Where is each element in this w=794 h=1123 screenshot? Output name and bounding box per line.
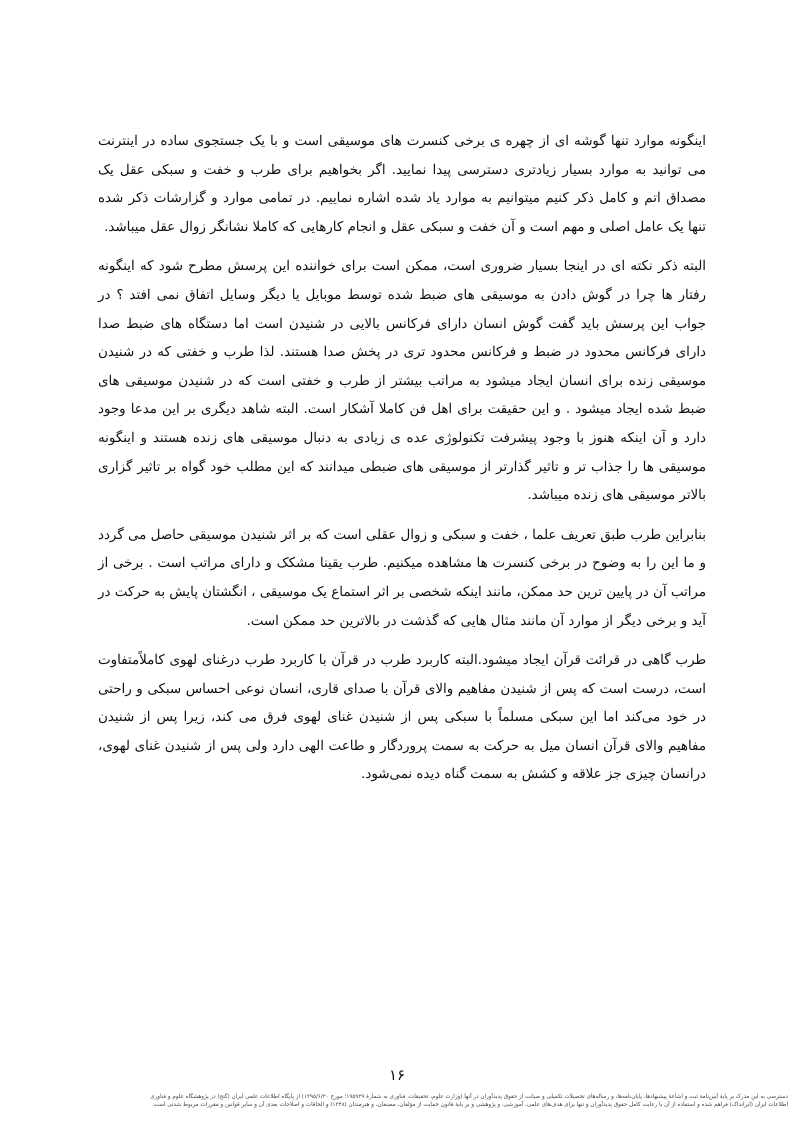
- paragraph-4: طرب گاهی در قرائت قرآن ایجاد میشود.البته کاربرد طرب در قرآن با کاربرد طرب درغنای لهوی کاملاًمتفاوت است، درست است که پس از شنیدن مفاهیم والای قرآن با صدای قاری، انسان نوعی احساس سبکی و راحتی در خود می‌کند اما این سبکی مسلماً با سبکی پس از شنیدن غنای لهوی فرق می کند، زیرا پس از شنیدن مفاهیم والای قرآن انسان میل به حرکت به سمت پروردگار و طاعت الهی دارد ولی پس از شنیدن غنای لهوی، درانسان چیزی جز علاقه و کشش به سمت گناه دیده نمی‌شود.: [98, 653, 706, 783]
- footer-line-2: اطلاعات ایران (ایرانداک) فراهم شده و استفاده از آن با رعایت کامل حقوق پدیدآوران و تنها برای هدف‌های علمی، آموزشی، و پژوهشی و بر پایهٔ قانون حمایت از مؤلفان، مصنفان، و هنرمندان (۱۳۴۸) و الحاقات و اصلاحات بعدی آن و سایر قوانین و مقررات مربوط شدنی است.: [151, 1102, 788, 1108]
- footer-line-1: دسترسی به این مدرک بر پایهٔ آیین‌نامهٔ ثبت و اشاعهٔ پیشنهادها، پایان‌نامه‌ها، و رساله‌های تحصیلات تکمیلی و صیانت از حقوق پدیدآوران در آنها (وزارت علوم، تحقیقات، فناوری به شمارهٔ ۱۹۵۹۲۹؛ مورخ ۱۳۹۵/۶/۲۰) از پایگاه اطلاعات علمی ایران (گنج) در پژوهشگاه علوم و فناوری: [150, 1094, 788, 1100]
- paragraph-3: بنابراین طرب طبق تعریف علما ، خفت و سبکی و زوال عقلی است که بر اثر شنیدن موسیقی حاصل می گردد و ما این را به وضوح در برخی کنسرت ها مشاهده میکنیم. طرب یقینا مشکک و دارای مراتب است . برخی از مراتب آن در پایین ترین حد ممکن، مانند اینکه شخصی بر اثر استماع یک موسیقی ، انگشتان پایش به حرکت در آید و برخی دیگر از موارد آن مانند مثال هایی که گذشت در بالاترین حد ممکن است.: [98, 527, 706, 629]
- page-number: ۱۶: [388, 1066, 406, 1084]
- document-body: [98, 128, 706, 801]
- copyright-footer: [6, 1093, 788, 1109]
- paragraph-1: اینگونه موارد تنها گوشه ای از چهره ی برخی کنسرت های موسیقی است و با یک جستجوی ساده در اینترنت می توانید به موارد بسیار زیادتری دسترسی پیدا نمایید. اگر بخواهیم برای طرب و خفت و سبکی عقل یک مصداق اتم و کامل ذکر کنیم میتوانیم به موارد یاد شده اشاره نماییم. در تمامی موارد و گزارشات ذکر شده تنها یک عامل اصلی و مهم است و آن خفت و سبکی عقل و انجام کارهایی که کاملا نشانگر زوال عقل میباشد.: [98, 134, 706, 235]
- paragraph-2: البته ذکر نکته ای در اینجا بسیار ضروری است، ممکن است برای خواننده این پرسش مطرح شود که اینگونه رفتار ها چرا در گوش دادن به موسیقی های ضبط شده توسط موبایل یا دیگر وسایل اتفاق نمی افتد ؟ در جواب این پرسش باید گفت گوش انسان دارای فرکانس بالایی در شنیدن است اما دستگاه های ضبط صدا دارای فرکانس محدود در ضبط و فرکانس محدود تری در پخش صدا هستند. لذا طرب و خفتی که در شنیدن موسیقی زنده برای انسان ایجاد میشود به مراتب بیشتر از طرب و خفتی است که در شنیدن موسیقی های ضبط شده ایجاد میشود . و این حقیقت برای اهل فن کاملا آشکار است. البته شاهد دیگری بر این مدعا وجود دارد و آن اینکه هنوز با وجود پیشرفت تکنولوژی عده ی زیادی به دنبال موسیقی های زنده هستند و اینگونه موسیقی ها را جذاب تر و تاثیر گذارتر از موسیقی های ضبطی میدانند که این مطلب خود گواه بر تاثیر گزاری بالاتر موسیقی های زنده میباشد.: [98, 259, 706, 504]
